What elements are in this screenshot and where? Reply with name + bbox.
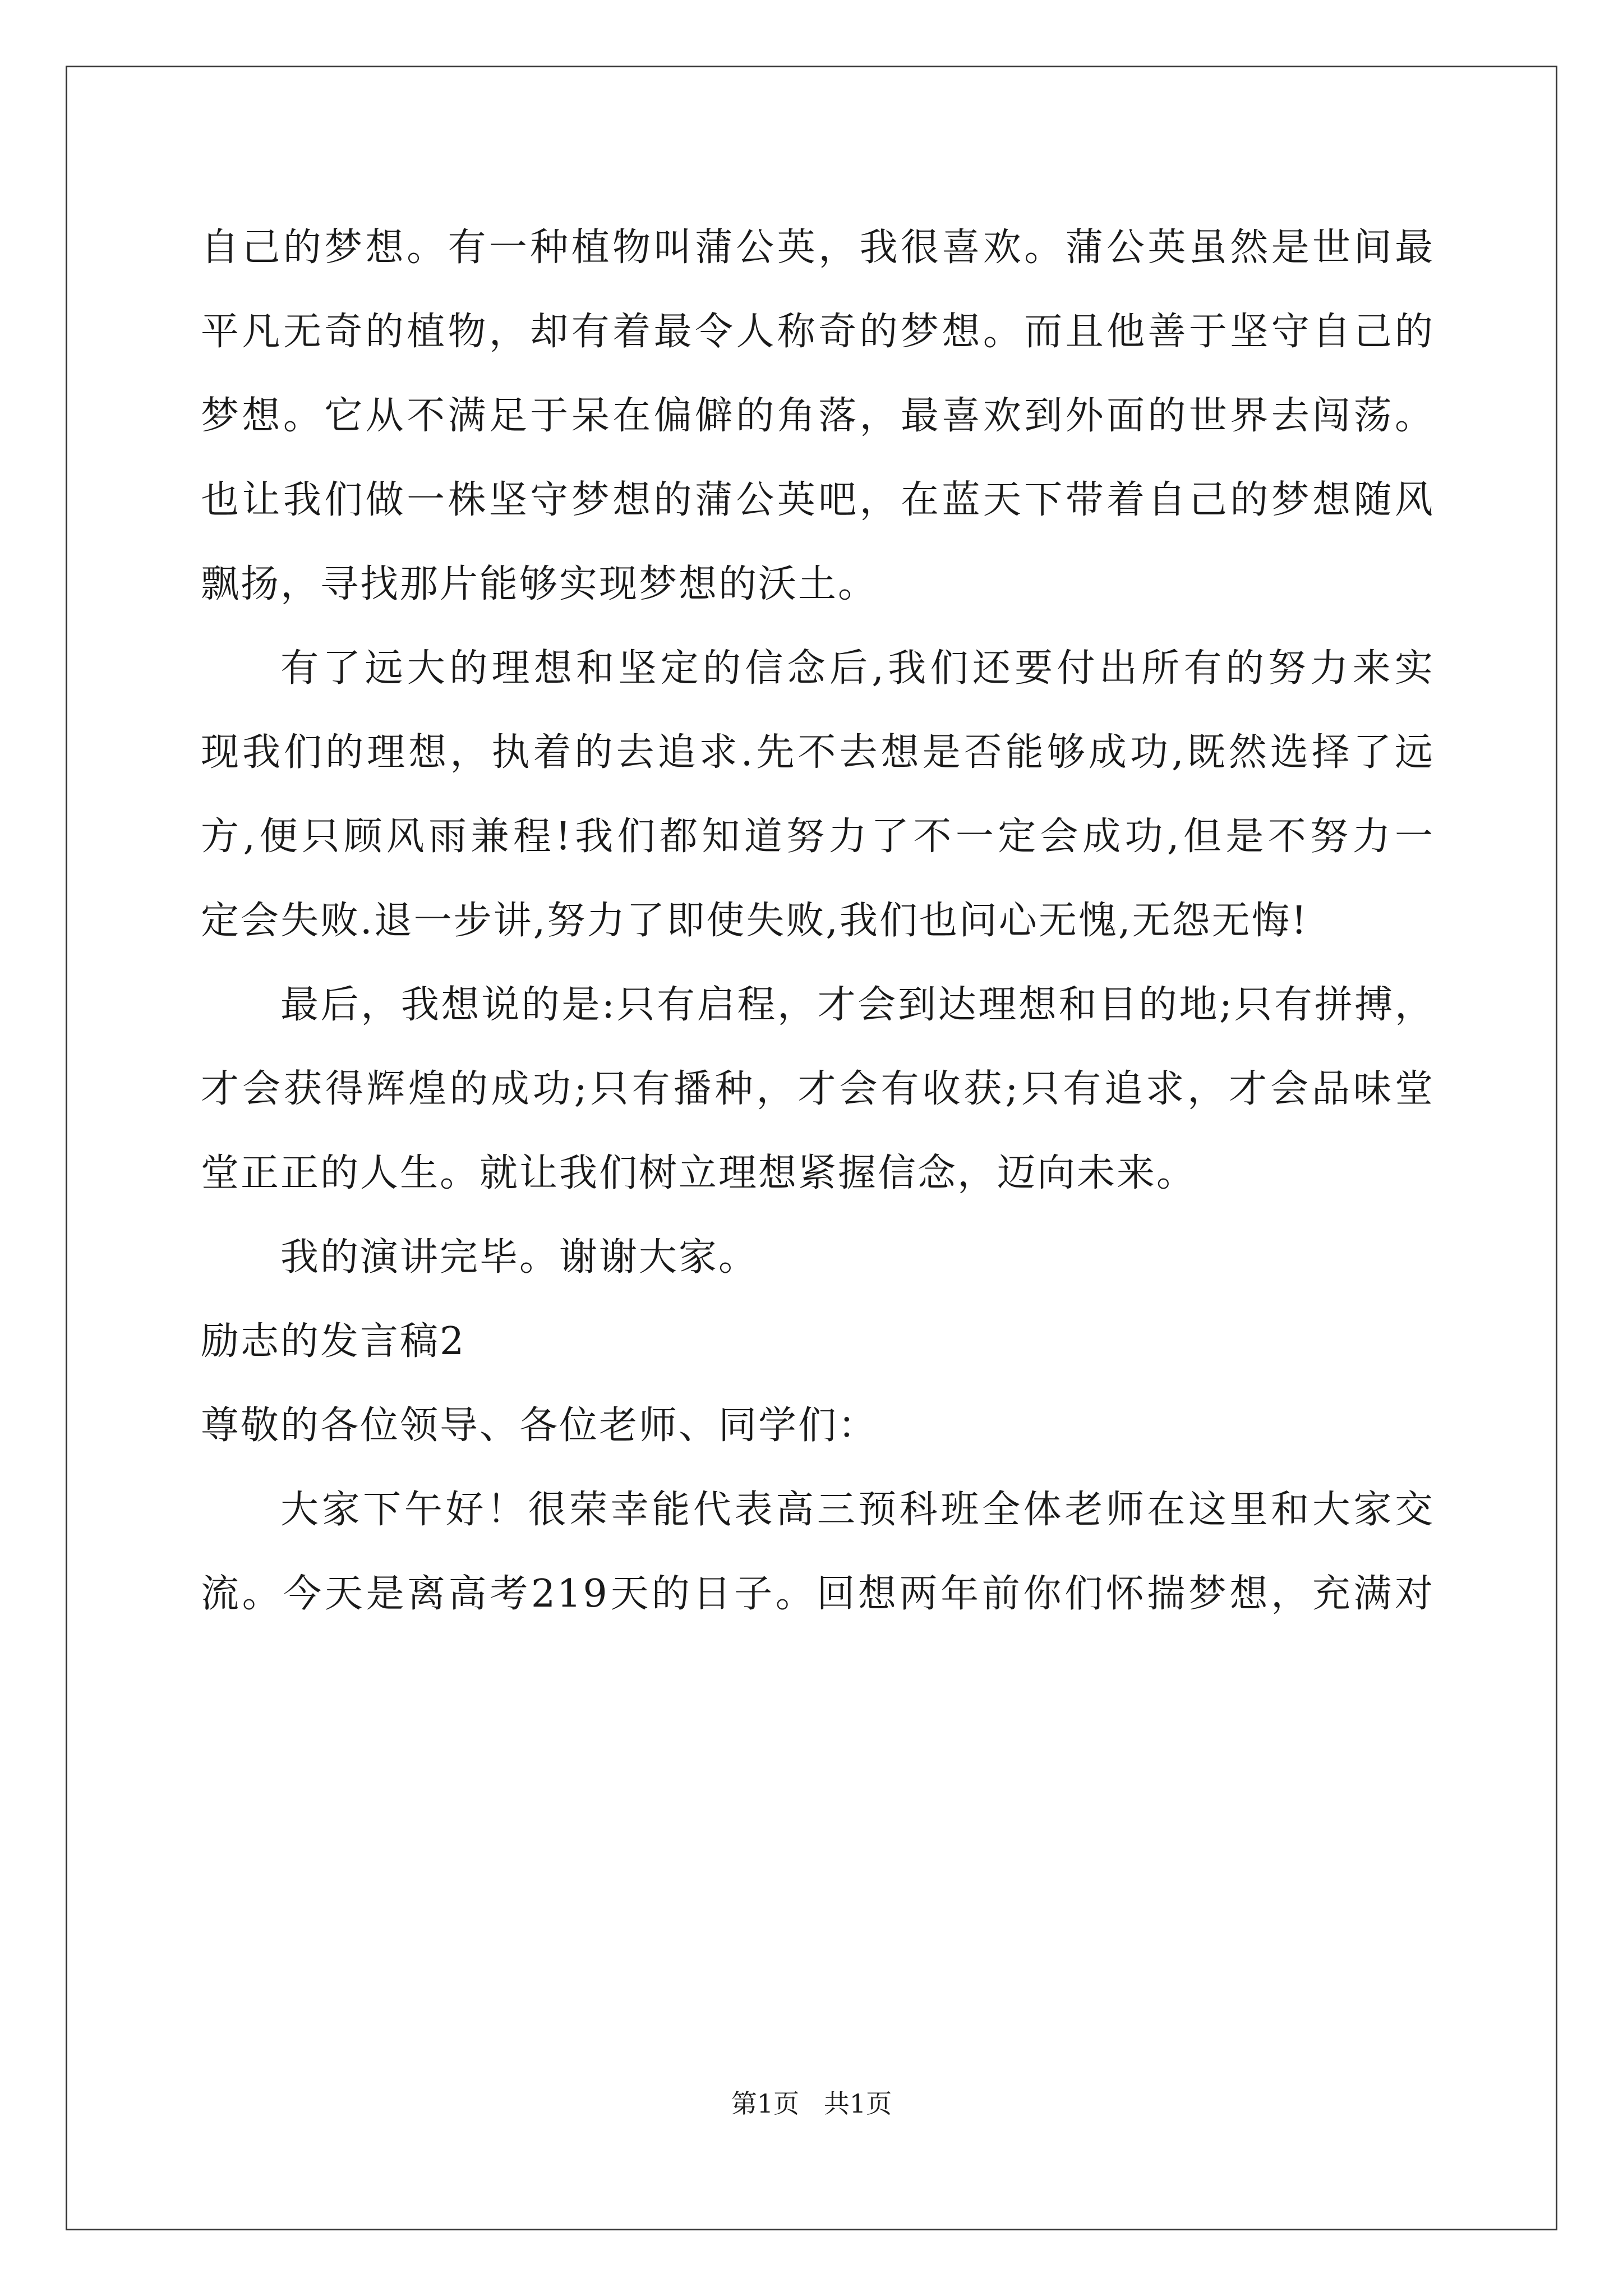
body-line-12: 堂正正的人生。就让我们树立理想紧握信念，迈向未来。 (201, 1151, 1197, 1195)
body-line-16: 大家下午好！很荣幸能代表高三预科班全体老师在这里和大家交 (280, 1488, 1435, 1532)
body-line-5: 飘扬，寻找那片能够实现梦想的沃土。 (201, 562, 878, 606)
page-number-footer: 第1页 共1页 (731, 2088, 892, 2119)
body-line-17: 流。今天是离高考219天的日子。回想两年前你们怀揣梦想，充满对 (201, 1572, 1435, 1616)
salutation: 尊敬的各位领导、各位老师、同学们： (201, 1404, 878, 1448)
body-line-2: 平凡无奇的植物，却有着最令人称奇的梦想。而且他善于坚守自己的 (201, 310, 1435, 354)
body-line-1: 自己的梦想。有一种植物叫蒲公英，我很喜欢。蒲公英虽然是世间最 (201, 226, 1435, 270)
body-line-4: 也让我们做一株坚守梦想的蒲公英吧，在蓝天下带着自己的梦想随风 (201, 478, 1435, 522)
body-line-10: 最后，我想说的是:只有启程，才会到达理想和目的地;只有拼搏， (280, 983, 1435, 1027)
body-line-13: 我的演讲完毕。谢谢大家。 (280, 1235, 759, 1280)
body-line-6: 有了远大的理想和坚定的信念后,我们还要付出所有的努力来实 (280, 646, 1435, 691)
section-heading: 励志的发言稿2 (201, 1319, 466, 1364)
body-line-3: 梦想。它从不满足于呆在偏僻的角落，最喜欢到外面的世界去闯荡。 (201, 394, 1435, 438)
body-line-11: 才会获得辉煌的成功;只有播种，才会有收获;只有追求，才会品味堂 (201, 1067, 1435, 1111)
body-line-7: 现我们的理想，执着的去追求.先不去想是否能够成功,既然选择了远 (201, 730, 1435, 775)
body-line-9: 定会失败.退一步讲,努力了即使失败,我们也问心无愧,无怨无悔! (201, 899, 1308, 943)
body-line-8: 方,便只顾风雨兼程!我们都知道努力了不一定会成功,但是不努力一 (201, 815, 1435, 859)
